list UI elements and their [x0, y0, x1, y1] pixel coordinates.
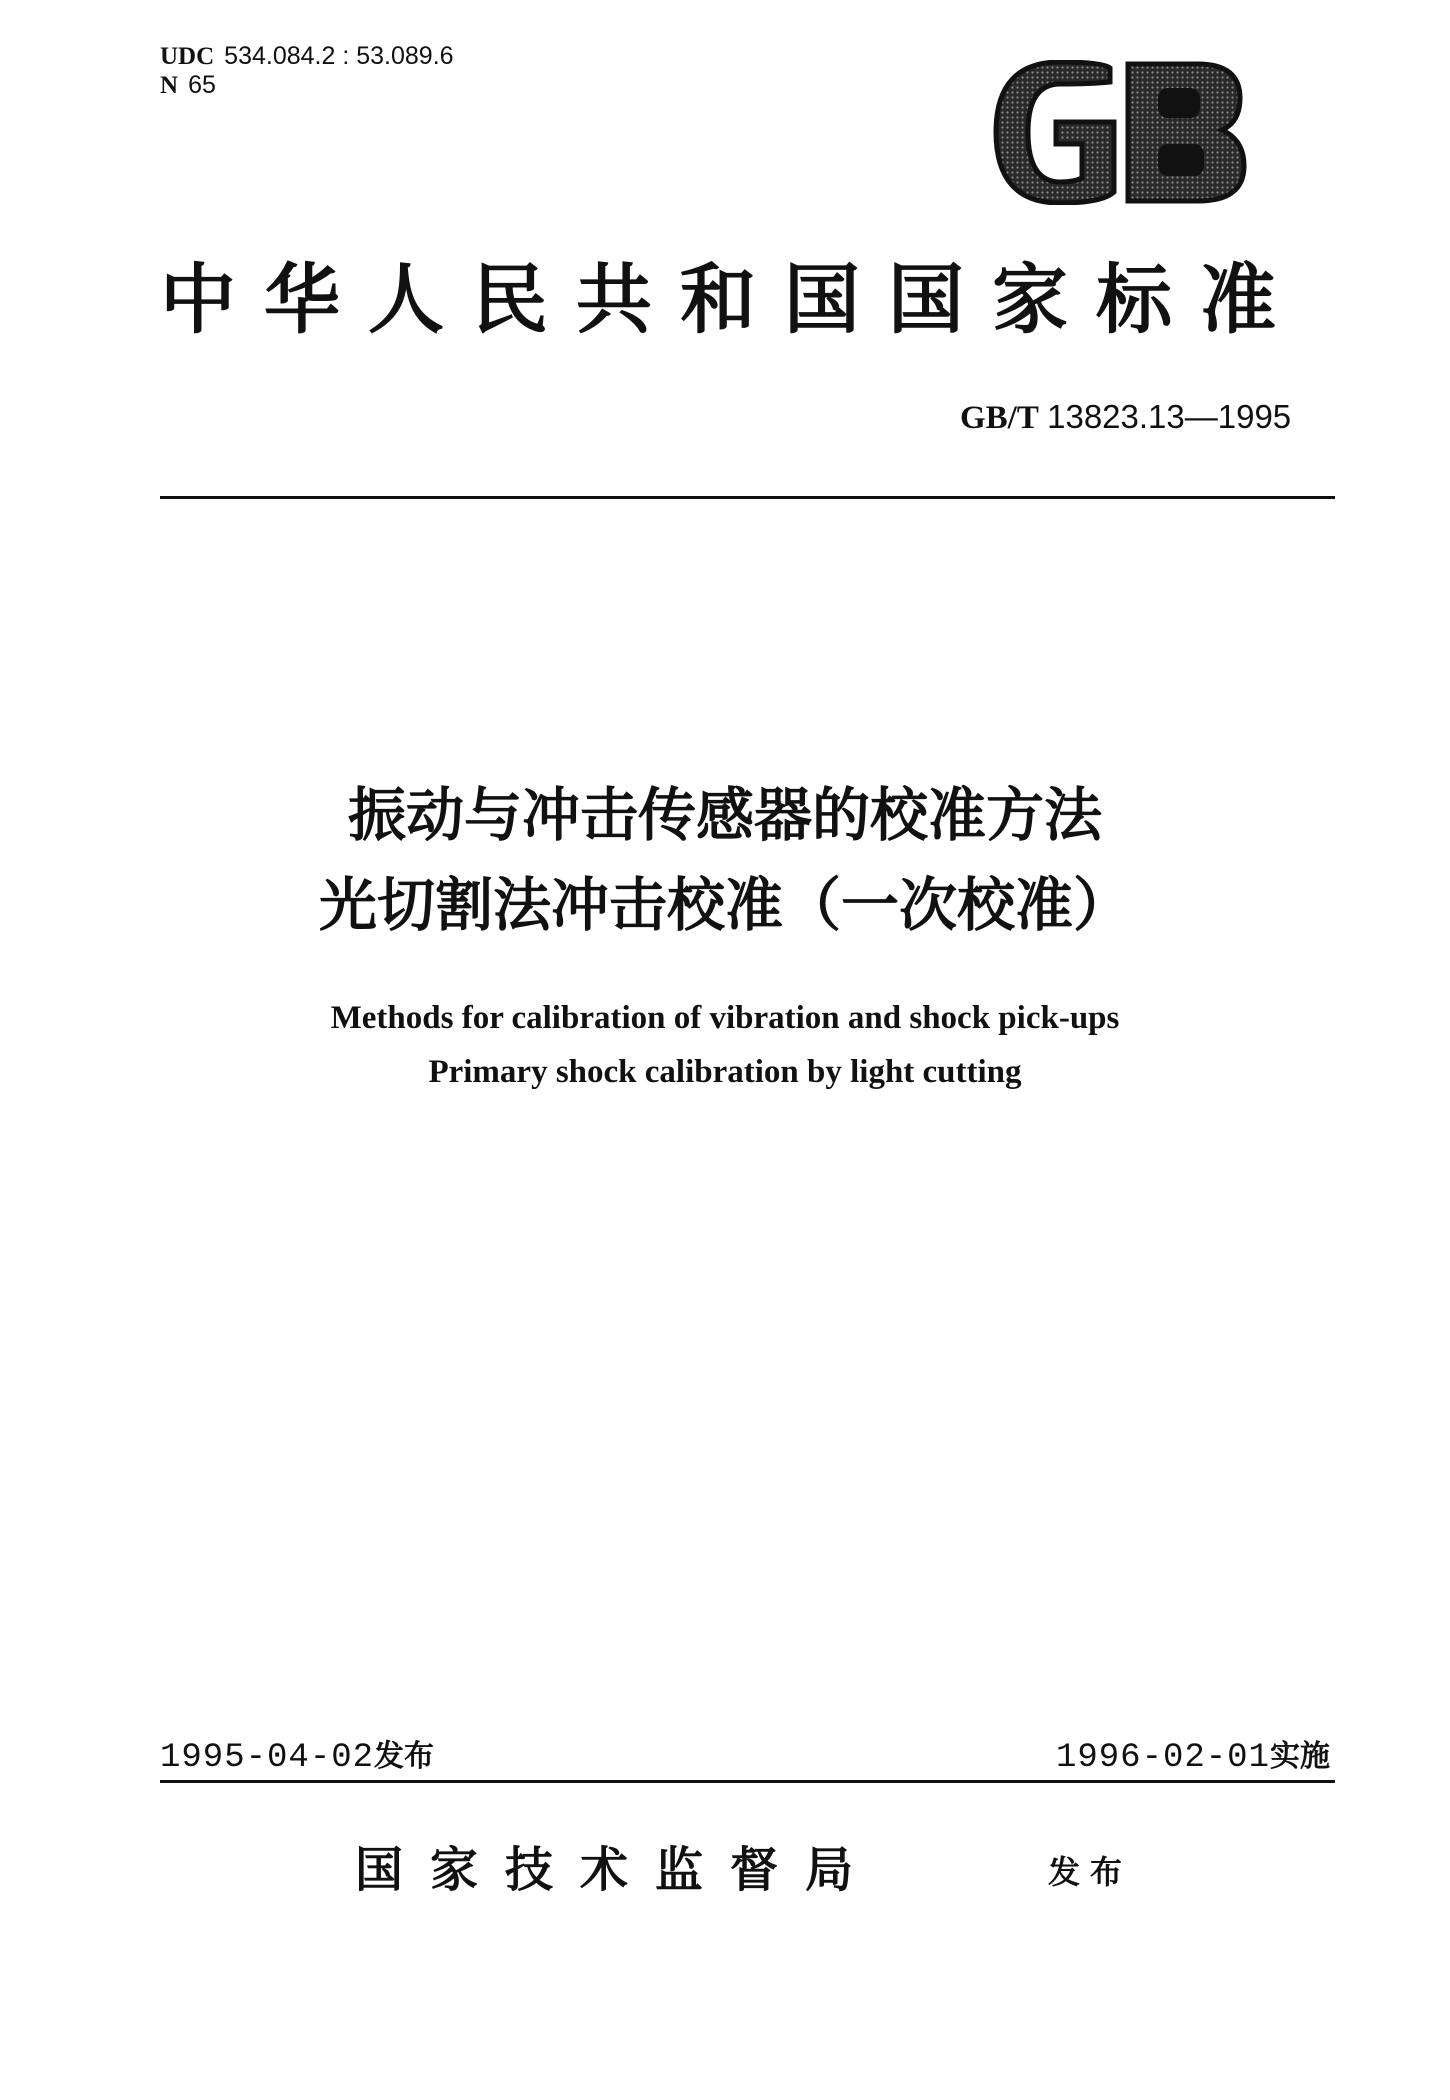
- standard-number-value: 13823.13—1995: [1047, 398, 1292, 435]
- header-divider: [160, 496, 1335, 499]
- classification-codes: [160, 42, 454, 100]
- issue-date-label: 发布: [374, 1739, 435, 1774]
- chinese-title-line-2: 光切割法冲击校准（一次校准）: [318, 871, 1131, 939]
- chinese-title-line-1: 振动与冲击传感器的校准方法: [347, 781, 1102, 849]
- issue-date: [160, 1735, 434, 1779]
- n-line: [160, 71, 454, 100]
- english-title-line-2: Primary shock calibration by light cutting: [428, 1054, 1022, 1090]
- issuing-authority: 国家技术监督局: [355, 1842, 881, 1898]
- gb-logo-icon: [990, 60, 1248, 205]
- footer-divider: [160, 1780, 1335, 1783]
- national-standard-title: 中华人民共和国国家标准: [160, 255, 1304, 344]
- issuing-action: 发布: [1048, 1853, 1133, 1891]
- standard-number: [960, 398, 1291, 437]
- udc-label: UDC: [160, 43, 215, 70]
- n-label: N: [160, 72, 179, 99]
- effective-date: [1056, 1735, 1330, 1779]
- n-value: 65: [188, 71, 216, 99]
- effective-date-value: 1996-02-01: [1055, 1739, 1270, 1777]
- issue-date-value: 1995-04-02: [160, 1739, 375, 1777]
- effective-date-label: 实施: [1270, 1739, 1330, 1774]
- udc-value: 534.084.2 : 53.089.6: [224, 42, 454, 70]
- english-title-line-1: Methods for calibration of vibration and shock pick-ups: [330, 1000, 1120, 1036]
- standard-prefix: GB/T: [960, 400, 1039, 436]
- udc-line: [160, 42, 454, 71]
